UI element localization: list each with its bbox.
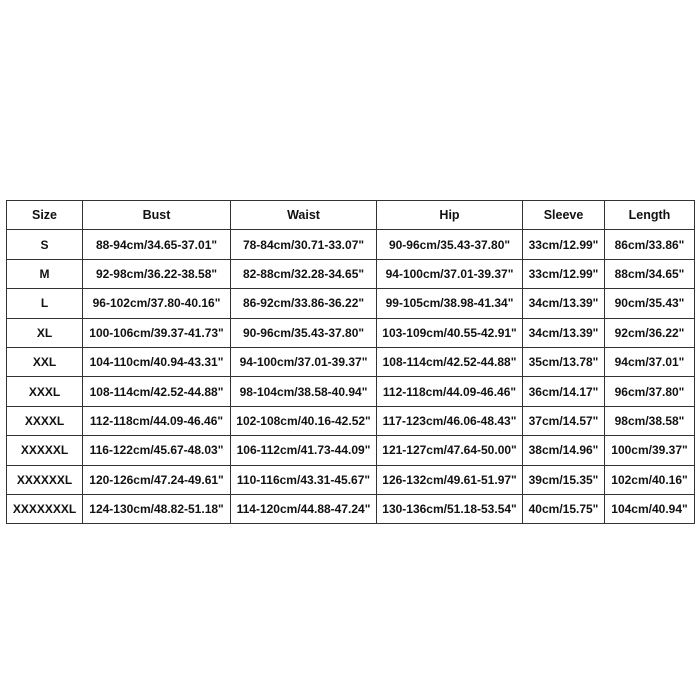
bust-cell: 120-126cm/47.24-49.61" [83, 465, 231, 494]
length-cell: 100cm/39.37" [605, 436, 695, 465]
hip-cell: 108-114cm/42.52-44.88" [377, 347, 523, 376]
hip-cell: 112-118cm/44.09-46.46" [377, 377, 523, 406]
waist-cell: 106-112cm/41.73-44.09" [231, 436, 377, 465]
table-row [7, 436, 695, 465]
sleeve-cell: 34cm/13.39" [523, 318, 605, 347]
bust-cell: 96-102cm/37.80-40.16" [83, 289, 231, 318]
header-waist: Waist [231, 201, 377, 230]
size-cell: L [7, 289, 83, 318]
sleeve-cell: 40cm/15.75" [523, 494, 605, 523]
bust-cell: 108-114cm/42.52-44.88" [83, 377, 231, 406]
waist-cell: 86-92cm/33.86-36.22" [231, 289, 377, 318]
length-cell: 88cm/34.65" [605, 259, 695, 288]
hip-cell: 117-123cm/46.06-48.43" [377, 406, 523, 435]
hip-cell: 126-132cm/49.61-51.97" [377, 465, 523, 494]
hip-cell: 99-105cm/38.98-41.34" [377, 289, 523, 318]
hip-cell: 94-100cm/37.01-39.37" [377, 259, 523, 288]
length-cell: 92cm/36.22" [605, 318, 695, 347]
size-cell: XXXXXXXL [7, 494, 83, 523]
waist-cell: 94-100cm/37.01-39.37" [231, 347, 377, 376]
bust-cell: 112-118cm/44.09-46.46" [83, 406, 231, 435]
sleeve-cell: 34cm/13.39" [523, 289, 605, 318]
waist-cell: 102-108cm/40.16-42.52" [231, 406, 377, 435]
size-chart [6, 200, 694, 524]
table-row [7, 465, 695, 494]
length-cell: 90cm/35.43" [605, 289, 695, 318]
size-cell: XXXXL [7, 406, 83, 435]
hip-cell: 121-127cm/47.64-50.00" [377, 436, 523, 465]
waist-cell: 82-88cm/32.28-34.65" [231, 259, 377, 288]
sleeve-cell: 37cm/14.57" [523, 406, 605, 435]
size-cell: XXXL [7, 377, 83, 406]
table-row [7, 377, 695, 406]
length-cell: 104cm/40.94" [605, 494, 695, 523]
size-cell: S [7, 230, 83, 259]
waist-cell: 114-120cm/44.88-47.24" [231, 494, 377, 523]
waist-cell: 110-116cm/43.31-45.67" [231, 465, 377, 494]
waist-cell: 90-96cm/35.43-37.80" [231, 318, 377, 347]
sleeve-cell: 38cm/14.96" [523, 436, 605, 465]
size-cell: XXXXXXL [7, 465, 83, 494]
bust-cell: 100-106cm/39.37-41.73" [83, 318, 231, 347]
sleeve-cell: 33cm/12.99" [523, 230, 605, 259]
hip-cell: 103-109cm/40.55-42.91" [377, 318, 523, 347]
size-chart-table [6, 200, 695, 524]
table-row [7, 406, 695, 435]
size-cell: XXXXXL [7, 436, 83, 465]
hip-cell: 130-136cm/51.18-53.54" [377, 494, 523, 523]
table-row [7, 494, 695, 523]
table-row [7, 347, 695, 376]
hip-cell: 90-96cm/35.43-37.80" [377, 230, 523, 259]
size-cell: XXL [7, 347, 83, 376]
length-cell: 94cm/37.01" [605, 347, 695, 376]
waist-cell: 98-104cm/38.58-40.94" [231, 377, 377, 406]
size-chart-body [7, 230, 695, 524]
header-row [7, 201, 695, 230]
waist-cell: 78-84cm/30.71-33.07" [231, 230, 377, 259]
header-size: Size [7, 201, 83, 230]
bust-cell: 104-110cm/40.94-43.31" [83, 347, 231, 376]
length-cell: 96cm/37.80" [605, 377, 695, 406]
sleeve-cell: 36cm/14.17" [523, 377, 605, 406]
size-cell: XL [7, 318, 83, 347]
header-sleeve: Sleeve [523, 201, 605, 230]
sleeve-cell: 33cm/12.99" [523, 259, 605, 288]
bust-cell: 116-122cm/45.67-48.03" [83, 436, 231, 465]
table-row [7, 318, 695, 347]
size-cell: M [7, 259, 83, 288]
length-cell: 98cm/38.58" [605, 406, 695, 435]
header-length: Length [605, 201, 695, 230]
table-row [7, 230, 695, 259]
sleeve-cell: 39cm/15.35" [523, 465, 605, 494]
length-cell: 102cm/40.16" [605, 465, 695, 494]
header-hip: Hip [377, 201, 523, 230]
bust-cell: 124-130cm/48.82-51.18" [83, 494, 231, 523]
sleeve-cell: 35cm/13.78" [523, 347, 605, 376]
table-row [7, 289, 695, 318]
bust-cell: 88-94cm/34.65-37.01" [83, 230, 231, 259]
table-row [7, 259, 695, 288]
bust-cell: 92-98cm/36.22-38.58" [83, 259, 231, 288]
length-cell: 86cm/33.86" [605, 230, 695, 259]
header-bust: Bust [83, 201, 231, 230]
